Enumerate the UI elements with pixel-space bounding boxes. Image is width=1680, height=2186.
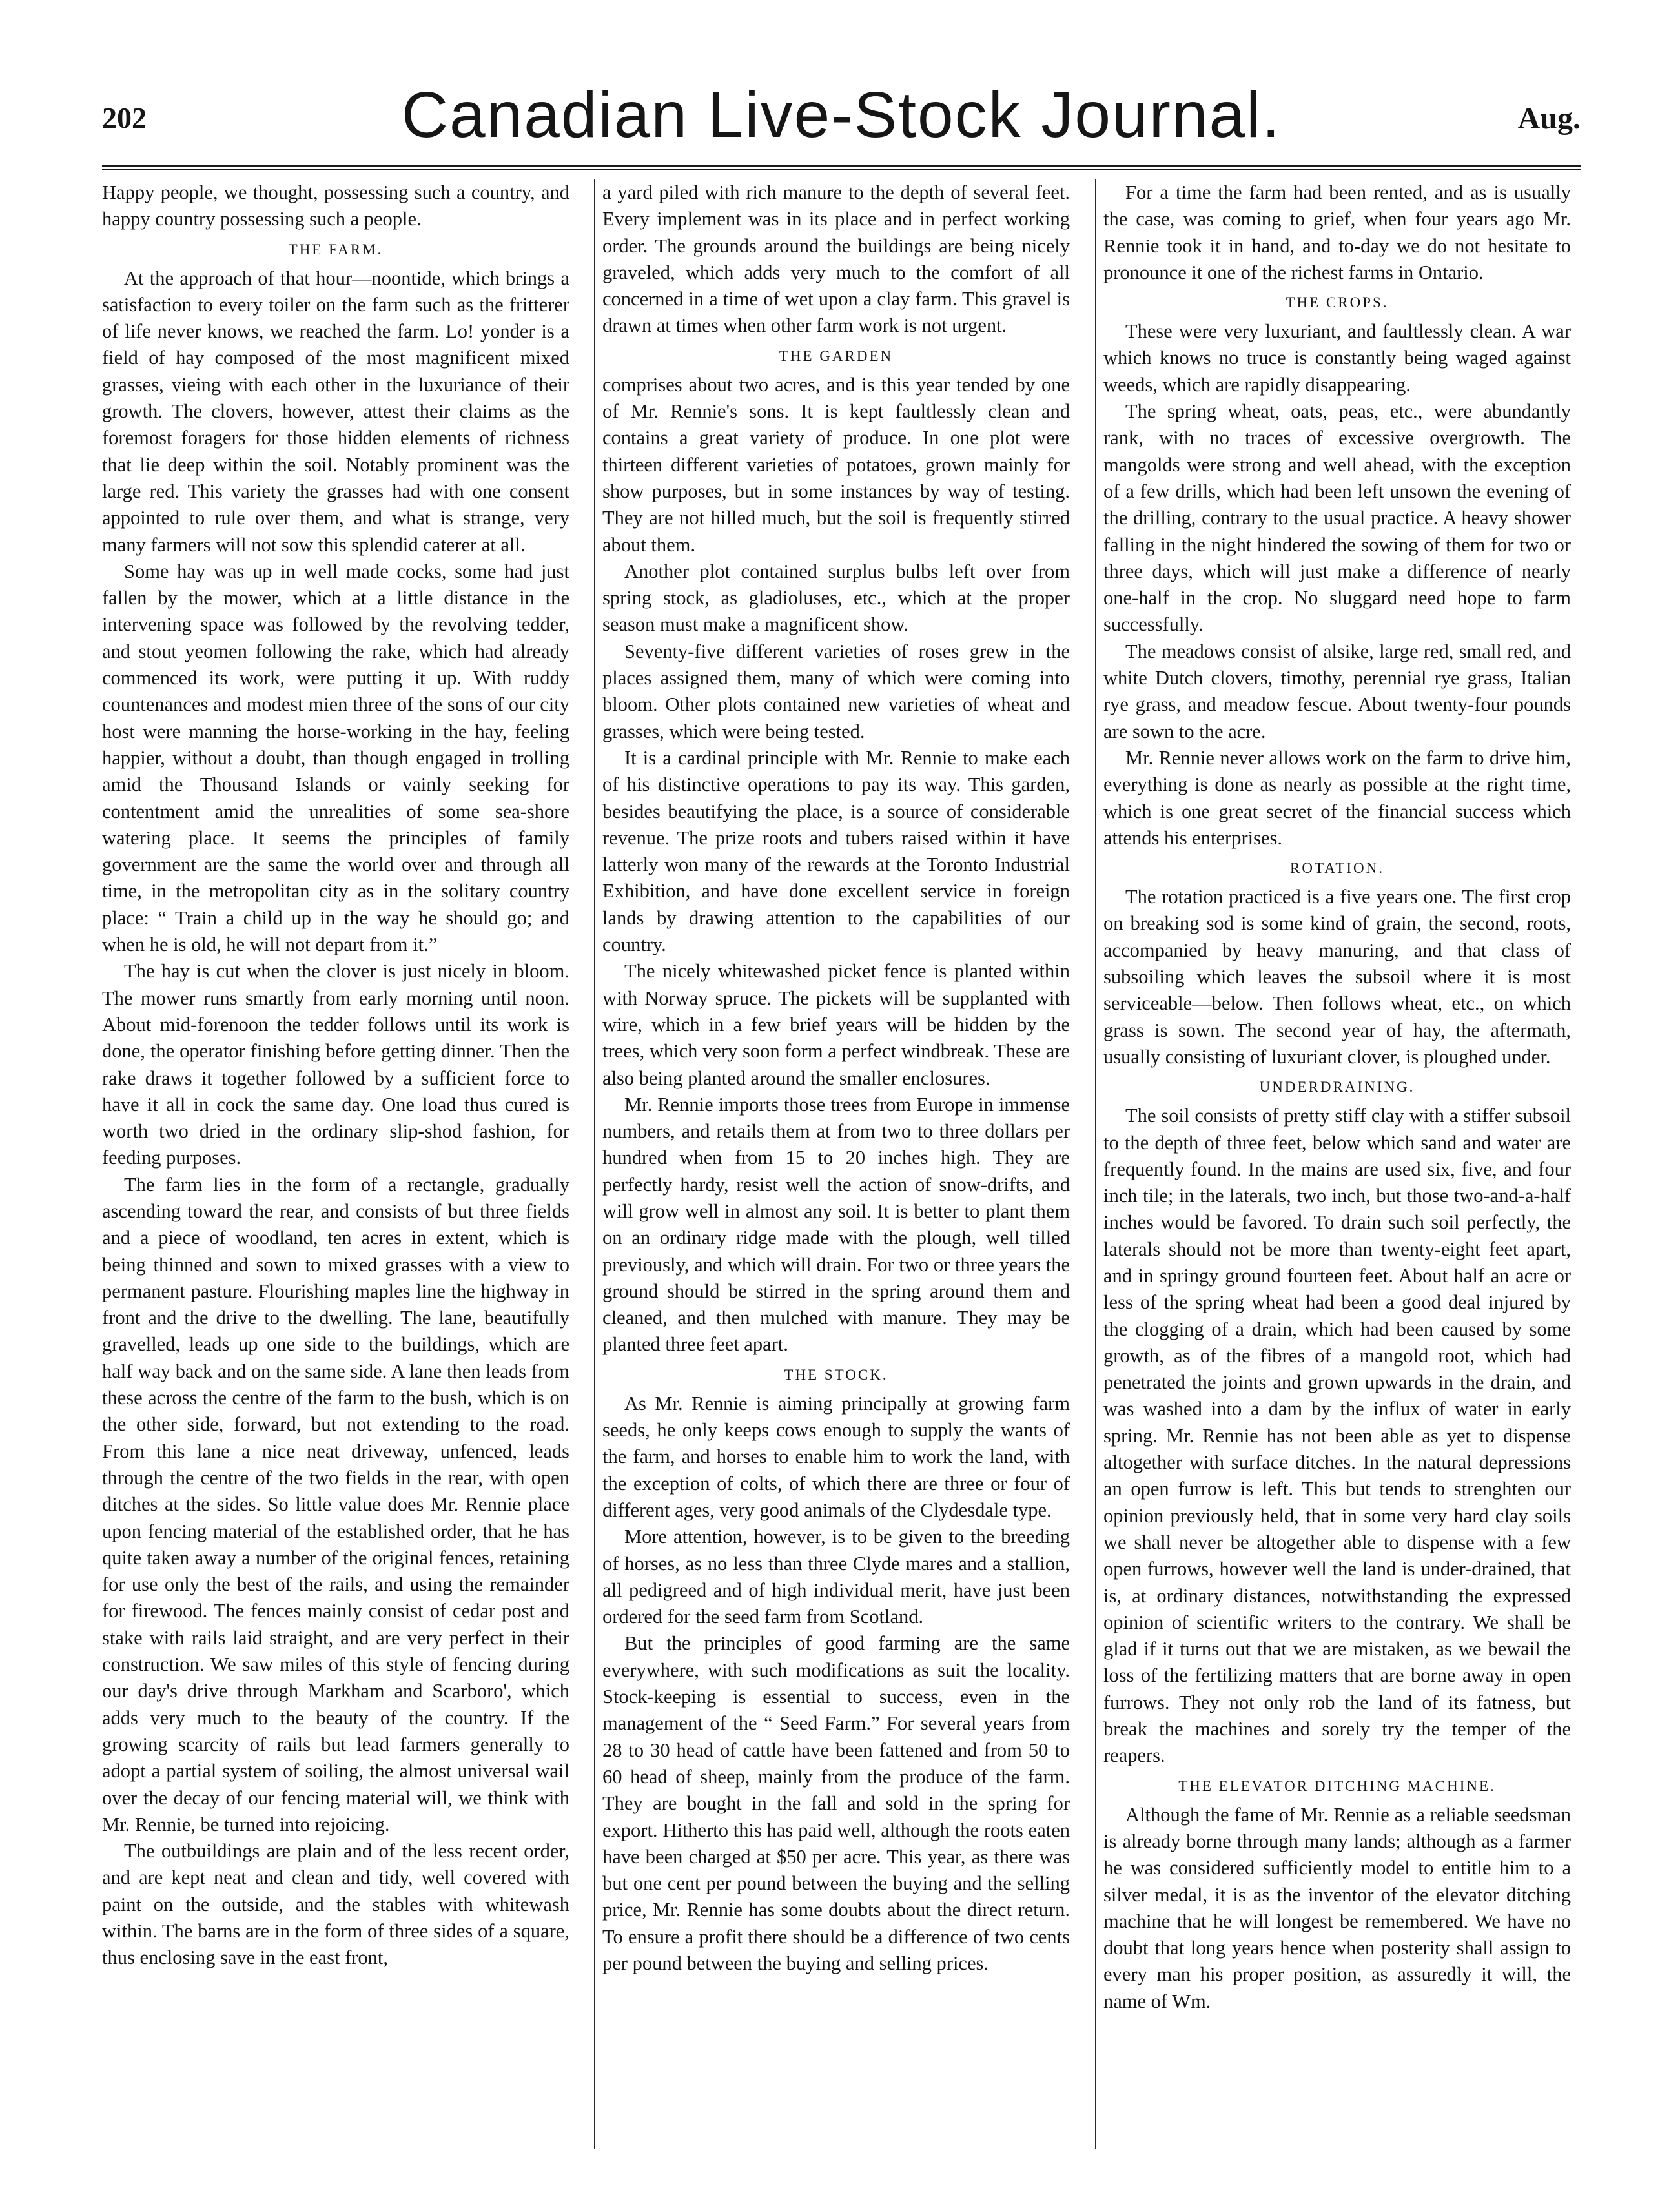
section-heading-stock: THE STOCK. — [784, 1366, 888, 1383]
section-heading-underdraining: UNDERDRAINING. — [1259, 1079, 1415, 1096]
page-number: 202 — [102, 101, 147, 134]
section-heading-ditching-machine: THE ELEVATOR DITCHING MACHINE. — [1178, 1777, 1496, 1794]
paragraph: comprises about two acres, and is this year tended by one of Mr. Rennie's sons. It is kept faultlessly clean and contains a great variety of produce. In one plot were thirteen different varieties of potatoes, grown mainly for show purposes, but in some instances by way of testing. They are not hilled much, but the soil is frequently stirred about them. — [602, 373, 1070, 556]
paragraph: But the principles of good farming are the same everywhere, with such modifications as suit the locality. Stock-keeping is essential to success, even in the management of the “ Seed Farm.” For several years from 28 to 30 head of cattle have been fattened and from 50 to 60 head of sheep, mainly from the produce of the farm. They are bought in the fall and sold in the spring for export. Hitherto this has paid well, although the roots eaten have been charged at $50 per acre. This year, as there was but one cent per pound between the buying and the selling price, Mr. Rennie has some doubts about the direct return. To ensure a profit there should be a difference of two cents per pound between the buying and selling prices. — [602, 1632, 1070, 1974]
section-heading-garden: THE GARDEN — [779, 347, 894, 364]
paragraph: a yard piled with rich manure to the depth of several feet. Every implement was in its place and in perfect working order. The grounds around the buildings are being nicely graveled, which adds very much to the comfort of all concerned in a time of wet upon a clay farm. This gravel is drawn at times when other farm work is not urgent. — [602, 181, 1070, 337]
paragraph: The nicely whitewashed picket fence is planted within with Norway spruce. The pickets will be supplanted with wire, which in a few brief years will be hidden by the trees, which very soon form a perfect windbreak. These are also being planted around the smaller enclosures. — [602, 960, 1070, 1089]
section-heading-crops: THE CROPS. — [1286, 294, 1389, 311]
column-2 — [602, 179, 1070, 2149]
issue-month: Aug. — [1517, 101, 1581, 136]
paragraph: Seventy-five different varieties of roses grew in the places assigned them, many of which were coming into bloom. Other plots contained new varieties of wheat and grasses, which were being tested. — [602, 640, 1070, 742]
paragraph: Mr. Rennie never allows work on the farm to drive him, everything is done as nearly as possible at the right time, which is one great secret of the financial success which attends his enterprises. — [1103, 746, 1571, 849]
paragraph: The meadows consist of alsike, large red, small red, and white Dutch clovers, timothy, perennial rye grass, Italian rye grass, and meadow fescue. About twenty-four pounds are sown to the acre. — [1103, 640, 1571, 742]
paragraph: Some hay was up in well made cocks, some had just fallen by the mower, which at a little distance in the intervening space was followed by the revolving tedder, and stout yeomen following the rake, which had already commenced its work, were putting it up. With ruddy countenances and modest mien three of the sons of our city host were manning the horse-working in the hay, feeling happier, without a doubt, than though engaged in trolling amid the Thousand Islands or vainly seeking for contentment amid the unrealities of some sea-shore watering place. It seems the principles of family government are the same the world over and through all time, in the metropolitan city as in the solitary country place: “ Train a child up in the way he should go; and when he is old, he will not depart from it.” — [102, 560, 569, 956]
paragraph: The spring wheat, oats, peas, etc., were abundantly rank, with no traces of excessive overgrowth. The mangolds were strong and well ahead, with the exception of a few drills, which had been left unsown the evening of the drilling, contrary to the usual practice. A heavy shower falling in the night hindered the sowing of them for two or three days, which will just make a difference of nearly one-half in the crop. No sluggard need hope to farm successfully. — [1103, 400, 1571, 636]
section-heading-farm: THE FARM. — [288, 241, 384, 258]
page-header — [102, 76, 1581, 154]
paragraph: These were very luxuriant, and faultlessly clean. A war which knows no truce is constantly being waged against weeds, which are rapidly disappearing. — [1103, 320, 1571, 396]
paragraph: Happy people, we thought, possessing such a country, and happy country possessing such a people. — [102, 181, 569, 230]
paragraph: The hay is cut when the clover is just nicely in bloom. The mower runs smartly from early morning until noon. About mid-forenoon the tedder follows until its work is done, the operator finishing before getting dinner. Then the rake draws it together followed by a sufficient force to have it all in cock the same day. One load thus cured is worth two dried in the ordinary slip-shod fashion, for feeding purposes. — [102, 960, 569, 1169]
paragraph: More attention, however, is to be given to the breeding of horses, as no less than three Clyde mares and a stallion, all pedigreed and of high individual merit, have just been ordered for the seed farm from Scotland. — [602, 1526, 1070, 1628]
paragraph: At the approach of that hour—noontide, which brings a satisfaction to every toiler on the farm such as the fritterer of life never knows, we reached the farm. Lo! yonder is a field of hay composed of the most magnificent mixed grasses, vieing with each other in the luxuriance of their growth. The clovers, however, attest their claims as the foremost foragers for those hidden elements of richness that lie deep within the soil. Notably prominent was the large red. This variety the grasses had with one consent appointed to rule over them, and what is strange, very many farmers will not sow this splendid caterer at all. — [102, 267, 569, 556]
paragraph: The soil consists of pretty stiff clay with a stiffer subsoil to the depth of three feet, below which sand and water are frequently found. In the mains are used six, five, and four inch tile; in the laterals, two inch, but those two-and-a-half inches would be favored. To drain such soil perfectly, the laterals should not be more than twenty-eight feet apart, and in springy ground fourteen feet. About half an acre or less of the spring wheat had been a good deal injured by the clogging of a drain, which had been caused by some growth, as of the fibres of a mangold root, which had penetrated the joints and grown upwards in the drain, and was washed into a dam by the influx of water in early spring. Mr. Rennie has not been able as yet to dispense altogether with surface ditches. In the natural depressions an open furrow is left. This but tends to strenghten our opinion previously held, that in some very hard clay soils we shall never be altogether able to dispense with a few open furrows, however well the land is under-drained, that is, at ordinary distances, notwithstanding the expressed opinion of scientific writers to the contrary. We shall be glad if it turns out that we are mistaken, as we bewail the loss of the fertilizing matters that are borne away in open furrows. They not only rob the land of its fatness, but break the machines and sorely try the temper of the reapers. — [1103, 1105, 1571, 1767]
paragraph: Another plot contained surplus bulbs left over from spring stock, as gladioluses, etc., which at the proper season must make a magnificent show. — [602, 560, 1070, 636]
paragraph: The farm lies in the form of a rectangle, gradually ascending toward the rear, and consists of but three fields and a piece of woodland, ten acres in extent, which is being thinned and sown to mixed grasses with a view to permanent pasture. Flourishing maples line the highway in front and the drive to the dwelling. The lane, beautifully gravelled, leads up one side to the buildings, which are half way back and on the same side. A lane then leads from these across the centre of the farm to the bush, which is on the other side, forward, but not extending to the road. From this lane a nice neat driveway, unfenced, leads through the centre of the two fields in the rear, with open ditches at the sides. So little value does Mr. Rennie place upon fencing material of the established order, that he has quite taken away a number of the original fences, retaining for use only the best of the rails, and using the remainder for firewood. The fences mainly consist of cedar post and stake with rails laid straight, and are very perfect in their construction. We saw miles of this style of fencing during our day's drive through Markham and Scarboro', which adds very much to the beauty of the country. If the growing scarcity of rails but lead farmers generally to adopt a partial system of soiling, the almost universal wail over the decay of our fencing material will, we think with Mr. Rennie, be turned into rejoicing. — [102, 1173, 569, 1835]
paragraph: The rotation practiced is a five years one. The first crop on breaking sod is some kind of grain, the second, roots, accompanied by heavy manuring, and that class of subsoiling which leaves the subsoil where it is most serviceable—below. Then follows wheat, etc., on which grass is sown. The second year of hay, the aftermath, usually consisting of luxuriant clover, is ploughed under. — [1103, 886, 1571, 1068]
paragraph: For a time the farm had been rented, and as is usually the case, was coming to grief, when four years ago Mr. Rennie took it in hand, and to-day we do not hesitate to pronounce it one of the richest farms in Ontario. — [1103, 181, 1571, 283]
header-rule-thin — [102, 169, 1581, 170]
article-body — [102, 179, 1581, 2149]
paragraph: Mr. Rennie imports those trees from Europe in immense numbers, and retails them at from two to three dollars per hundred when from 15 to 20 inches high. They are perfectly hardy, resist well the action of snow-drifts, and will grow well in almost any soil. It is better to plant them on an ordinary ridge made with the plough, well tilled previously, and which will drain. For two or three years the ground should be stirred in the spring around them and cleaned, and then mulched with manure. They may be planted three feet apart. — [602, 1093, 1070, 1356]
paragraph: Although the fame of Mr. Rennie as a reliable seedsman is already borne through many lands; although as a farmer he was considered sufficiently model to entitle him to a silver medal, it is as the inventor of the elevator ditching machine that he will longest be remembered. We have no doubt that long years hence when posterity shall assign to every man his proper position, as assuredly it will, the name of Wm. — [1103, 1803, 1571, 2012]
journal-title: Canadian Live-Stock Journal. — [401, 79, 1282, 151]
paragraph: The outbuildings are plain and of the less recent order, and are kept neat and clean and tidy, well covered with paint on the outside, and the stables with whitewash within. The barns are in the form of three sides of a square, thus enclosing save in the east front, — [102, 1840, 569, 1969]
paragraph: As Mr. Rennie is aiming principally at growing farm seeds, he only keeps cows enough to supply the wants of the farm, and horses to enable him to work the land, with the exception of colts, of which there are three or four of different ages, very good animals of the Clydesdale type. — [602, 1392, 1070, 1521]
column-1 — [102, 179, 569, 2149]
header-rule — [102, 165, 1581, 167]
section-heading-rotation: ROTATION. — [1290, 860, 1384, 877]
paragraph: It is a cardinal principle with Mr. Rennie to make each of his distinctive operations to pay its way. This garden, besides beautifying the place, is a source of considerable revenue. The prize roots and tubers raised within it have latterly won many of the rewards at the Toronto Industrial Exhibition, and have done excellent service in foreign lands by drawing attention to the capabilities of our country. — [602, 746, 1070, 956]
column-3 — [1103, 179, 1571, 2149]
